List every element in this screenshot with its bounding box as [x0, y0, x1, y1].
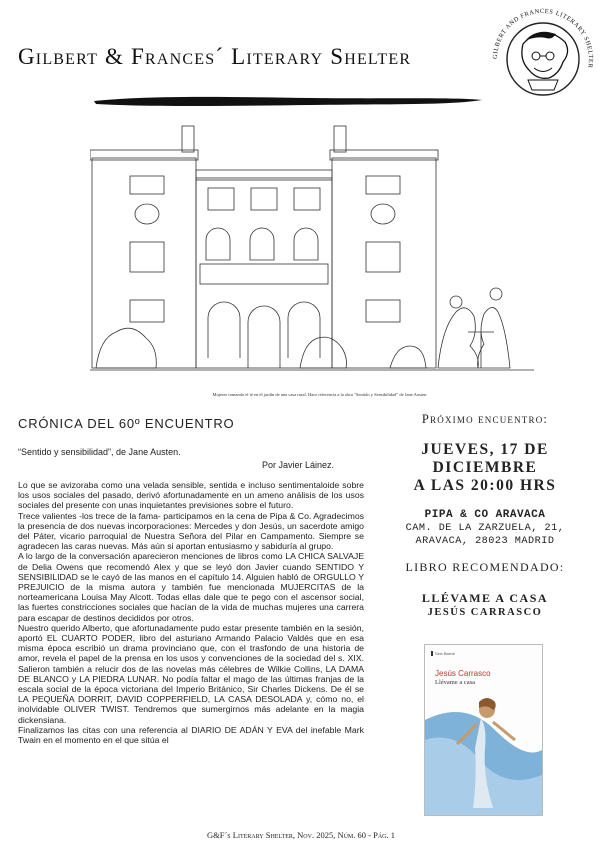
book-cover — [424, 644, 543, 816]
article-paragraph: A lo largo de la conversación aparecieron menciones de libros como LA CHICA SALVAJE de Delia Owens que recomendó Alex y que se leyó don Javier cuando SENTIDO Y SENSIBILIDAD se le cayó de las manos en el capítulo 14. Alguien habló de ORGULLO Y PREJUICIO de la misma autora y también fue mencionada MUJERCITAS de la norteamericana Louisa May Alcott. Todas ellas dale que te pego con el ascensor social, las fuertes constricciones sociales que hacían de la vida de muchas mujeres una carrera para escapar de destinos decididos por otros. — [18, 551, 364, 623]
next-meeting-label: Próximo encuentro: — [421, 412, 549, 426]
brush-stroke-divider — [92, 92, 484, 110]
recommended-book-author: JESÚS CARRASCO — [427, 607, 543, 618]
article-subtitle: “Sentido y sensibilidad”, de Jane Austen. — [18, 447, 181, 457]
article-paragraph: Nuestro querido Alberto, que afortunadamente pudo estar presente también en la sesión, aportó EL CUARTO PODER, libro del asturiano Armando Palacio Valdés que en esa misma época escribió un drama provinciano que, con el trasfondo de una historia de amor, revela el papel de la prensa en los usos y convenciones de la sociedad del s. XIX. Salieron también a relucir dos de las novelas más célebres de Wilkie Collins, LA DAMA DE BLANCO y LA PIEDRA LUNAR. No podía faltar el mago de las últimas franjas de la escala social de la época victoriana del Imperio Británico, Sir Charles Dickens. De él se LA PEQUEÑA DORRIT, DAVID COPPERFIELD, LA CASA DESOLADA y, cómo no, el inolvidable OLIVER TWIST. Tendremos que sumergirnos más adelante en la magia dickensiana. — [18, 622, 364, 725]
article-paragraph: Lo que se avizoraba como una velada sensible, sentida e incluso sentimentaloide sobre los usos sociales del pasado, derivó afortunadamente en un ameno análisis de los usos sociales del presente con unas inquietantes previsiones sobre el futuro. — [18, 480, 364, 511]
cover-publisher: Seix Barral — [435, 651, 455, 656]
country-house-illustration — [90, 118, 534, 390]
article-paragraph: Trece valientes -los trece de la fama- participamos en la cena de Pipa & Co. Agradecimos la presencia de dos nuevas incorporaciones: Mercedes y don Jesús, un sacerdote amigo del Páter, vicario parroquial de Nuestra Señora del Pilar en Campamento. Siempre se agradecen las caras nuevas. Más aún si aportan entusiasmo y sabiduría al grupo. — [18, 510, 364, 552]
article-byline: Por Javier Láinez. — [262, 460, 335, 470]
meeting-venue — [375, 509, 595, 548]
page-footer: G&F´s Literary Shelter, Nov. 2025, Núm. 60 - Pág. 1 — [206, 830, 395, 840]
shelter-logo — [488, 4, 598, 114]
cover-title: Llévame a casa — [435, 679, 476, 686]
meeting-date-line: A LAS 20:00 HRS — [413, 477, 557, 494]
logo-ring-text: GILBERT AND FRANCES LITERARY SHELTER — [491, 7, 595, 69]
meeting-date-line: JUEVES, 17 DE — [421, 441, 549, 458]
article-section-title: CRÓNICA DEL 60º ENCUENTRO — [18, 416, 235, 431]
meeting-date — [375, 441, 595, 495]
recommended-book-label: LIBRO RECOMENDADO: — [405, 560, 565, 574]
article-body — [18, 480, 364, 745]
publisher-mark-icon — [431, 651, 433, 656]
cover-author: Jesús Carrasco — [435, 669, 491, 678]
meeting-date-line: DICIEMBRE — [432, 459, 538, 476]
newsletter-title: Gilbert & Frances´ Literary Shelter — [18, 44, 412, 69]
venue-address-line: ARAVACA, 28023 MADRID — [415, 536, 555, 547]
venue-name: PIPA & CO ARAVACA — [424, 509, 546, 521]
recommended-book-title: LLÉVAME A CASA — [421, 591, 549, 605]
article-paragraph: Finalizamos las citas con una referencia al DIARIO DE ADÁN Y EVA del inefable Mark Twain en el momento en el que sitúa el — [18, 724, 364, 746]
venue-address-line: CAM. DE LA ZARZUELA, 21, — [405, 523, 565, 534]
next-meeting-panel — [375, 412, 595, 618]
cover-photo — [425, 690, 542, 815]
illustration-caption: Mujeres tomando el té en el jardín de una casa rural. Hace referencia a la obra "Sentido y Sensibilidad" de Jane Austen. — [212, 392, 428, 397]
